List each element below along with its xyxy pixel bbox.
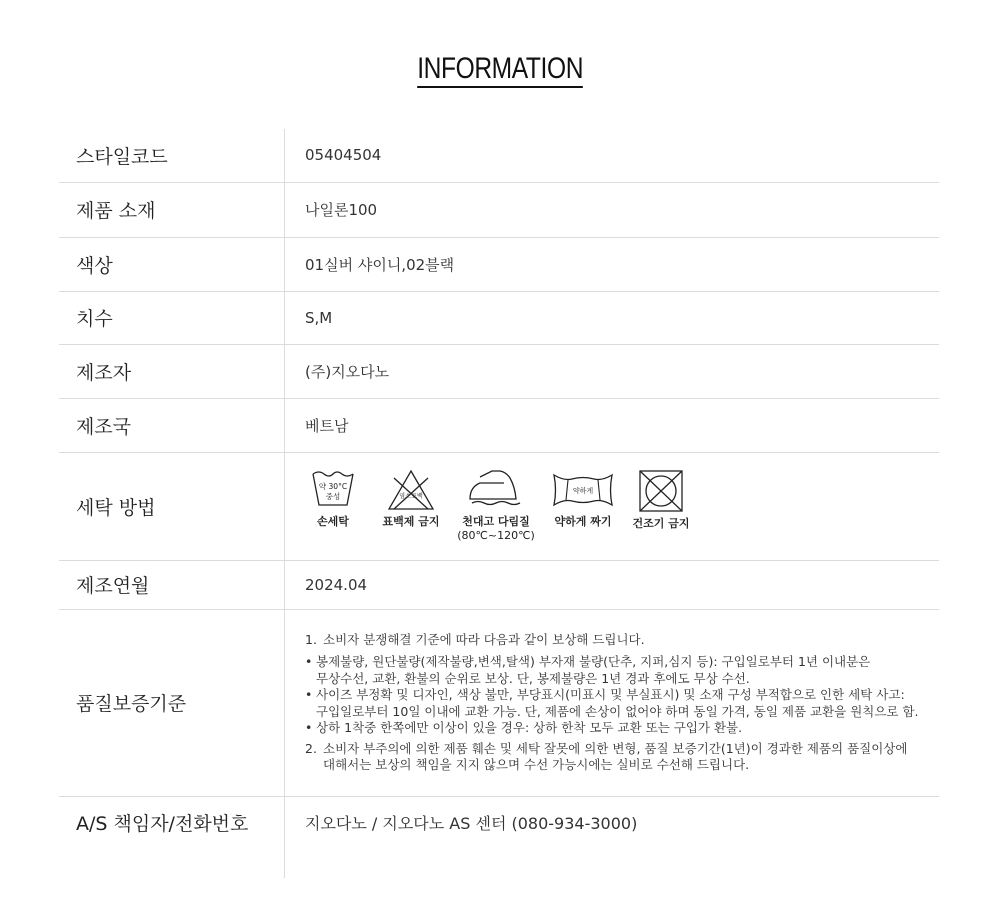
quality-item-2-num: 2.	[305, 740, 317, 756]
value-country: 베트남	[285, 398, 940, 452]
quality-bullet-2a: 사이즈 부정확 및 디자인, 색상 불만, 부당표시(미표시 및 부실표시) 및 소재 구성 부적합으로 인한 세탁 사고:	[316, 687, 905, 702]
label-style-code: 스타일코드	[59, 129, 285, 182]
quality-item-1-text: 소비자 분쟁해결 기준에 따라 다음과 같이 보상해 드립니다.	[323, 631, 645, 647]
care-label-gentle-wring: 약하게 짜기	[554, 515, 612, 528]
gentle-wring-text: 약하게	[572, 487, 594, 495]
quality-bullet-1a: 봉제불량, 원단불량(제작불량,변색,탈색) 부자재 불량(단추, 지퍼,심지 등): 구입일로부터 1년 이내분은	[316, 654, 871, 669]
care-label-iron-line2: (80℃~120℃)	[457, 529, 535, 542]
label-size: 치수	[59, 291, 285, 344]
quality-bullet-2	[305, 687, 939, 720]
row-size	[59, 291, 939, 344]
care-no-bleach	[371, 469, 451, 529]
quality-bullet-3	[305, 720, 939, 737]
bullet-mark: •	[305, 654, 313, 669]
value-style-code: 05404504	[285, 129, 940, 182]
value-date: 2024.04	[285, 560, 940, 609]
no-bleach-icon	[386, 469, 436, 511]
quality-item-1-num: 1.	[305, 631, 317, 647]
row-style-code	[59, 129, 939, 182]
value-size: S,M	[285, 291, 940, 344]
label-color: 색상	[59, 237, 285, 291]
bullet-mark: •	[305, 720, 313, 735]
care-label-iron-line1: 천대고 다림질	[462, 515, 530, 528]
quality-bullet-1	[305, 654, 939, 687]
row-country	[59, 398, 939, 452]
quality-text	[305, 632, 939, 774]
label-as: A/S 책임자/전화번호	[59, 796, 285, 878]
row-date	[59, 560, 939, 609]
row-quality	[59, 609, 939, 796]
label-manufacturer: 제조자	[59, 344, 285, 398]
iron-cloth-icon	[466, 469, 526, 511]
care-gentle-wring	[545, 469, 621, 529]
quality-item-2	[305, 741, 939, 774]
care-label-no-tumble-dry: 건조기 금지	[632, 517, 690, 530]
page-title: INFORMATION	[417, 52, 583, 88]
value-quality	[285, 609, 940, 796]
row-washing	[59, 452, 939, 560]
no-bleach-text-right: 표백	[411, 493, 423, 500]
care-hand-wash	[305, 469, 361, 529]
label-washing: 세탁 방법	[59, 452, 285, 560]
row-color	[59, 237, 939, 291]
care-label-iron	[457, 515, 535, 543]
row-as	[59, 796, 939, 878]
care-label-hand-wash: 손세탁	[317, 515, 349, 528]
row-manufacturer	[59, 344, 939, 398]
care-no-tumble-dry	[629, 469, 693, 531]
info-table	[59, 129, 939, 878]
care-iron	[455, 469, 537, 543]
quality-bullet-1b: 무상수선, 교환, 환불의 순위로 보상. 단, 봉제불량은 1년 경과 후에도 무상 수선.	[316, 670, 750, 686]
hand-wash-30-icon	[311, 469, 355, 511]
value-material: 나일론100	[285, 182, 940, 237]
value-color: 01실버 샤이니,02블랙	[285, 237, 940, 291]
bullet-mark: •	[305, 687, 313, 702]
quality-bullet-2b: 구입일로부터 10일 이내에 교환 가능. 단, 제품에 손상이 없어야 하며 동일 가격, 동일 제품 교환을 원칙으로 함.	[316, 703, 919, 719]
quality-item-1	[305, 632, 939, 649]
label-material: 제품 소재	[59, 182, 285, 237]
row-material	[59, 182, 939, 237]
value-washing	[285, 452, 940, 560]
gentle-wring-icon	[552, 469, 614, 511]
quality-item-2a: 소비자 부주의에 의한 제품 훼손 및 세탁 잘못에 의한 변형, 품질 보증기간(1년)이 경과한 제품의 품질이상에	[323, 740, 908, 756]
quality-bullet-3-text: 상하 1착중 한쪽에만 이상이 있을 경우: 상하 한착 모두 교환 또는 구입가 환불.	[316, 720, 743, 735]
label-quality: 품질보증기준	[59, 609, 285, 796]
care-icons	[305, 469, 939, 543]
care-label-no-bleach: 표백제 금지	[382, 515, 440, 528]
hand-wash-detergent: 중성	[325, 492, 341, 501]
label-country: 제조국	[59, 398, 285, 452]
value-manufacturer: (주)지오다노	[285, 344, 940, 398]
value-as: 지오다노 / 지오다노 AS 센터 (080-934-3000)	[305, 813, 638, 833]
quality-item-2b: 대해서는 보상의 책임을 지지 않으며 수선 가능시에는 실비로 수선해 드립니다.	[323, 757, 750, 772]
hand-wash-temp: 약 30°C	[318, 482, 348, 491]
no-tumble-dry-icon	[638, 469, 684, 513]
label-date: 제조연월	[59, 560, 285, 609]
page-title-wrap	[0, 52, 1000, 88]
no-bleach-text-left: 염소	[399, 493, 411, 500]
